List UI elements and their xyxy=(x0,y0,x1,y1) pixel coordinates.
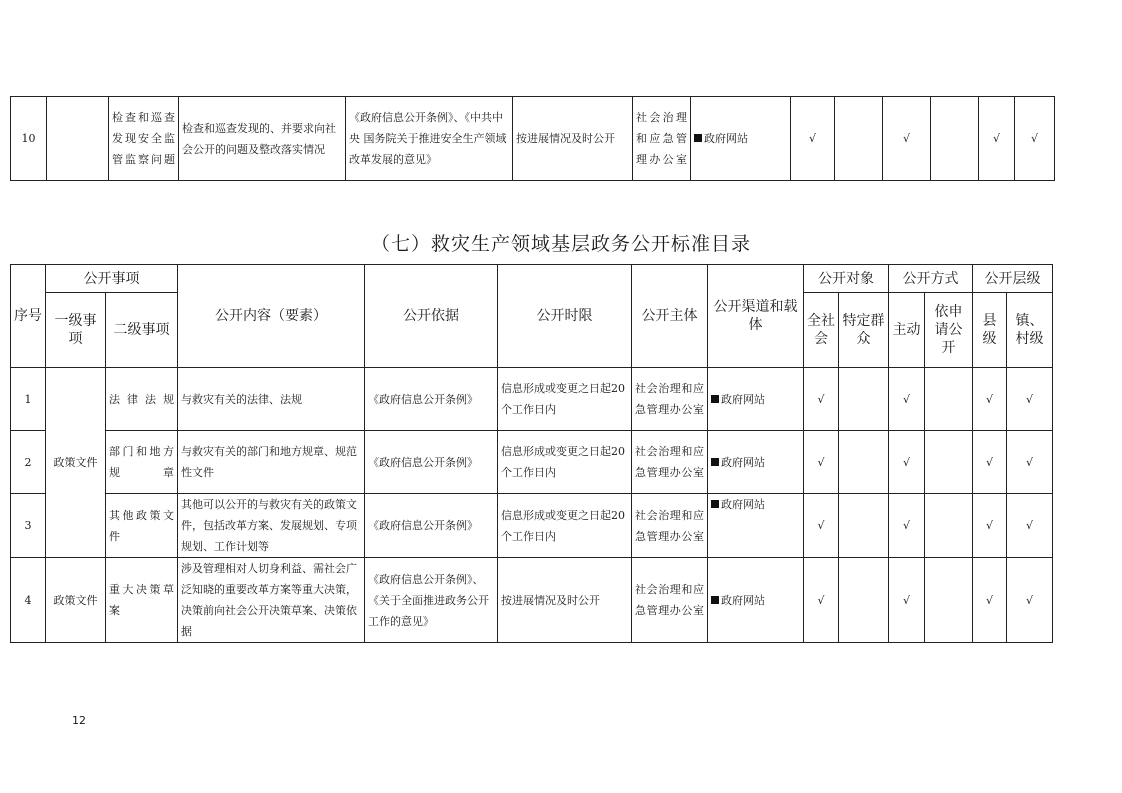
row-number: 3 xyxy=(11,494,46,558)
header-seq: 序号 xyxy=(11,265,46,368)
county-mark: √ xyxy=(973,494,1007,558)
channel-text: 政府网站 xyxy=(721,593,765,607)
basis-cell: 《政府信息公开条例》、《中共中央 国务院关于推进安全生产领域改革发展的意见》 xyxy=(346,97,513,181)
header-town: 镇、村级 xyxy=(1007,293,1053,368)
basis-cell: 《政府信息公开条例》、《关于全面推进政务公开工作的意见》 xyxy=(365,558,498,643)
county-mark: √ xyxy=(973,558,1007,643)
table-row xyxy=(11,494,1053,558)
level2-cell: 检查和巡查发现安全监管监察问题 xyxy=(109,97,179,181)
table-row xyxy=(11,97,1055,181)
header-time: 公开时限 xyxy=(498,265,632,368)
basis-cell: 《政府信息公开条例》 xyxy=(365,431,498,494)
subject-cell: 社会治理和应急管理办公室 xyxy=(632,368,708,431)
header-level1: 一级事项 xyxy=(46,293,106,368)
active-mark: √ xyxy=(889,558,925,643)
channel-text: 政府网站 xyxy=(721,455,765,469)
square-bullet-icon xyxy=(711,395,719,403)
county-mark: √ xyxy=(979,97,1015,181)
on-request-mark xyxy=(925,431,973,494)
subject-cell: 社会治理和应急管理办公室 xyxy=(632,431,708,494)
header-specific: 特定群众 xyxy=(839,293,889,368)
table-row xyxy=(11,558,1053,643)
on-request-mark xyxy=(931,97,979,181)
all-society-mark: √ xyxy=(804,558,839,643)
header-audience: 公开对象 xyxy=(804,265,889,293)
header-level2: 二级事项 xyxy=(106,293,178,368)
basis-cell: 《政府信息公开条例》 xyxy=(365,494,498,558)
town-mark: √ xyxy=(1007,431,1053,494)
content-cell: 其他可以公开的与救灾有关的政策文件，包括改革方案、发展规划、专项规划、工作计划等 xyxy=(178,494,365,558)
town-mark: √ xyxy=(1015,97,1055,181)
subject-cell: 社会治理和应急管理办公室 xyxy=(633,97,691,181)
subject-cell: 社会治理和应急管理办公室 xyxy=(632,494,708,558)
level2-cell: 法律法规 xyxy=(106,368,178,431)
all-society-mark: √ xyxy=(804,431,839,494)
group-label: 政策文件 xyxy=(46,558,106,643)
specific-mark xyxy=(839,368,889,431)
time-cell: 按进展情况及时公开 xyxy=(498,558,632,643)
header-items: 公开事项 xyxy=(46,265,178,293)
specific-mark xyxy=(835,97,883,181)
on-request-mark xyxy=(925,368,973,431)
level2-cell: 部门和地方规章 xyxy=(106,431,178,494)
header-county: 县级 xyxy=(973,293,1007,368)
on-request-mark xyxy=(925,494,973,558)
channel-cell xyxy=(708,494,804,558)
level1-cell xyxy=(47,97,109,181)
square-bullet-icon xyxy=(694,134,702,142)
square-bullet-icon xyxy=(711,500,719,508)
time-cell: 信息形成或变更之日起20个工作日内 xyxy=(498,431,632,494)
catalog-table xyxy=(10,264,1053,643)
header-all-society: 全社会 xyxy=(804,293,839,368)
active-mark: √ xyxy=(889,368,925,431)
active-mark: √ xyxy=(883,97,931,181)
page-number: 12 xyxy=(72,714,86,727)
county-mark: √ xyxy=(973,431,1007,494)
header-method: 公开方式 xyxy=(889,265,973,293)
all-society-mark: √ xyxy=(791,97,835,181)
level2-cell: 重大决策草案 xyxy=(106,558,178,643)
time-cell: 按进展情况及时公开 xyxy=(513,97,633,181)
row-number: 4 xyxy=(11,558,46,643)
table-row xyxy=(11,368,1053,431)
header-content: 公开内容（要素） xyxy=(178,265,365,368)
on-request-mark xyxy=(925,558,973,643)
specific-mark xyxy=(839,494,889,558)
table-row xyxy=(11,431,1053,494)
town-mark: √ xyxy=(1007,368,1053,431)
channel-text: 政府网站 xyxy=(721,498,765,511)
town-mark: √ xyxy=(1007,494,1053,558)
header-channel: 公开渠道和载体 xyxy=(708,265,804,368)
specific-mark xyxy=(839,431,889,494)
content-cell: 与救灾有关的部门和地方规章、规范性文件 xyxy=(178,431,365,494)
content-cell: 涉及管理相对人切身利益、需社会广泛知晓的重要改革方案等重大决策，决策前向社会公开决策草案、决策依据 xyxy=(178,558,365,643)
specific-mark xyxy=(839,558,889,643)
basis-cell: 《政府信息公开条例》 xyxy=(365,368,498,431)
row-number: 1 xyxy=(11,368,46,431)
channel-cell xyxy=(708,558,804,643)
channel-text: 政府网站 xyxy=(704,132,748,145)
town-mark: √ xyxy=(1007,558,1053,643)
square-bullet-icon xyxy=(711,596,719,604)
content-cell: 检查和巡查发现的、并要求向社会公开的问题及整改落实情况 xyxy=(179,97,346,181)
header-level: 公开层级 xyxy=(973,265,1053,293)
header-on-request: 依申请公开 xyxy=(925,293,973,368)
all-society-mark: √ xyxy=(804,494,839,558)
top-table xyxy=(10,96,1055,181)
square-bullet-icon xyxy=(711,458,719,466)
active-mark: √ xyxy=(889,494,925,558)
header-subject: 公开主体 xyxy=(632,265,708,368)
row-number: 2 xyxy=(11,431,46,494)
time-cell: 信息形成或变更之日起20个工作日内 xyxy=(498,368,632,431)
channel-cell xyxy=(708,431,804,494)
active-mark: √ xyxy=(889,431,925,494)
level2-cell: 其他政策文件 xyxy=(106,494,178,558)
subject-cell: 社会治理和应急管理办公室 xyxy=(632,558,708,643)
section-title: （七）救灾生产领域基层政务公开标准目录 xyxy=(370,233,751,255)
channel-cell xyxy=(708,368,804,431)
content-cell: 与救灾有关的法律、法规 xyxy=(178,368,365,431)
row-number: 10 xyxy=(11,97,47,181)
header-basis: 公开依据 xyxy=(365,265,498,368)
header-row xyxy=(11,265,1053,293)
time-cell: 信息形成或变更之日起20个工作日内 xyxy=(498,494,632,558)
all-society-mark: √ xyxy=(804,368,839,431)
group-label: 政策文件 xyxy=(46,368,106,558)
header-active: 主动 xyxy=(889,293,925,368)
channel-text: 政府网站 xyxy=(721,392,765,406)
county-mark: √ xyxy=(973,368,1007,431)
channel-cell xyxy=(691,97,791,181)
